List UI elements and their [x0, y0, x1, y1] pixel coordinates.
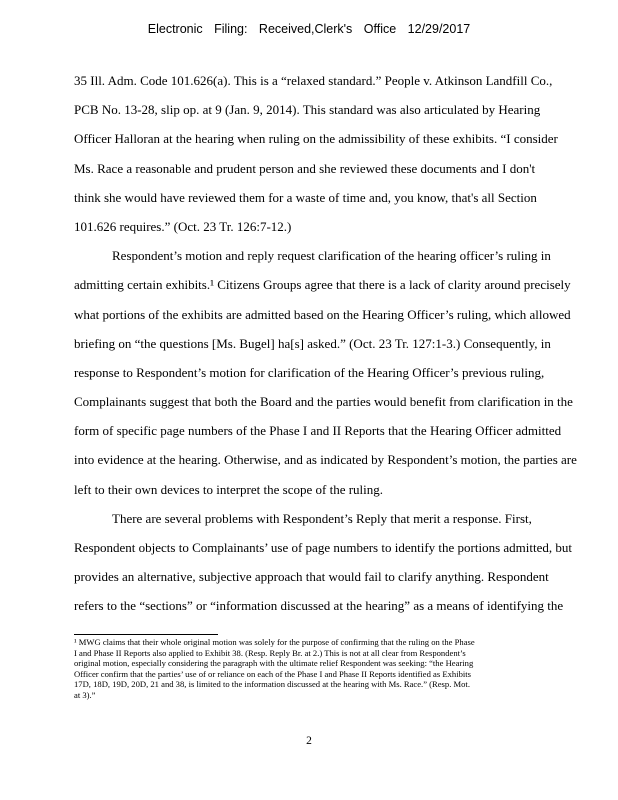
page-number: 2 [306, 735, 312, 747]
document-body [74, 66, 594, 621]
footnote-line: original motion, especially considering the paragraph with the ultimate relief Respondent was seeking: “the Hearing [74, 658, 474, 669]
body-line: briefing on “the questions [Ms. Bugel] ha[s] asked.” (Oct. 23 Tr. 127:1-3.) Consequently, in [74, 335, 551, 351]
body-line: Ms. Race a reasonable and prudent person and she reviewed these documents and I don't [74, 160, 536, 176]
body-line: response to Respondent’s motion for clarification of the Hearing Officer’s previous ruling, [74, 364, 545, 380]
body-line: provides an alternative, subjective approach that would fail to clarify anything. Respondent [74, 569, 549, 585]
paragraph-start-line: Respondent’s motion and reply request clarification of the hearing officer’s ruling in [112, 248, 551, 264]
body-line: Respondent objects to Complainants’ use of page numbers to identify the portions admitted, but [74, 540, 573, 555]
body-line: PCB No. 13-28, slip op. at 9 (Jan. 9, 2014). This standard was also articulated by Hearing [74, 102, 541, 118]
paragraph-start-line: There are several problems with Respondent’s Reply that merit a response. First, [112, 510, 532, 526]
footnote-line: Officer confirm that the parties’ use of or reliance on each of the Phase I and Phase II Reports identified as Exhibits [74, 668, 472, 679]
footnote [74, 637, 574, 701]
body-line: left to their own devices to interpret the scope of the ruling. [74, 481, 384, 497]
body-line: refers to the “sections” or “information discussed at the hearing” as a means of identifying the [74, 598, 564, 614]
footnote-line: 17D, 18D, 19D, 20D, 21 and 38, is limited to the information discussed at the hearing with Ms. Race.” (Resp. Mot. [74, 679, 470, 690]
body-line: 101.626 requires.” (Oct. 23 Tr. 126:7-12.) [74, 218, 292, 234]
footnote-separator [74, 634, 218, 635]
body-line: admitting certain exhibits.¹ Citizens Groups agree that there is a lack of clarity around precisely [74, 277, 571, 293]
body-line: what portions of the exhibits are admitted based on the Hearing Officer’s ruling, which allowed [74, 306, 571, 322]
filing-stamp-header: Electronic Filing: Received,Clerk's Office 12/29/2017 [147, 22, 471, 36]
body-line: into evidence at the hearing. Otherwise, and as indicated by Respondent’s motion, the parties are [74, 452, 577, 468]
footnote-line: ¹ MWG claims that their whole original motion was solely for the purpose of confirming that the ruling on the Phase [74, 637, 475, 647]
body-line: think she would have reviewed them for a waste of time and, you know, that's all Section [74, 189, 537, 205]
footnote-line: at 3).” [74, 689, 96, 700]
footnote-line: I and Phase II Reports also applied to Exhibit 38. (Resp. Reply Br. at 2.) This is not at all clear from Respondent’s [74, 647, 466, 658]
body-line: 35 Ill. Adm. Code 101.626(a). This is a “relaxed standard.” People v. Atkinson Landfill Co., [74, 73, 553, 88]
body-line: Officer Halloran at the hearing when ruling on the admissibility of these exhibits. “I consider [74, 131, 558, 147]
body-line: Complainants suggest that both the Board and the parties would benefit from clarification in the [74, 394, 573, 410]
body-line: form of specific page numbers of the Phase I and II Reports that the Hearing Officer admitted [74, 423, 562, 439]
